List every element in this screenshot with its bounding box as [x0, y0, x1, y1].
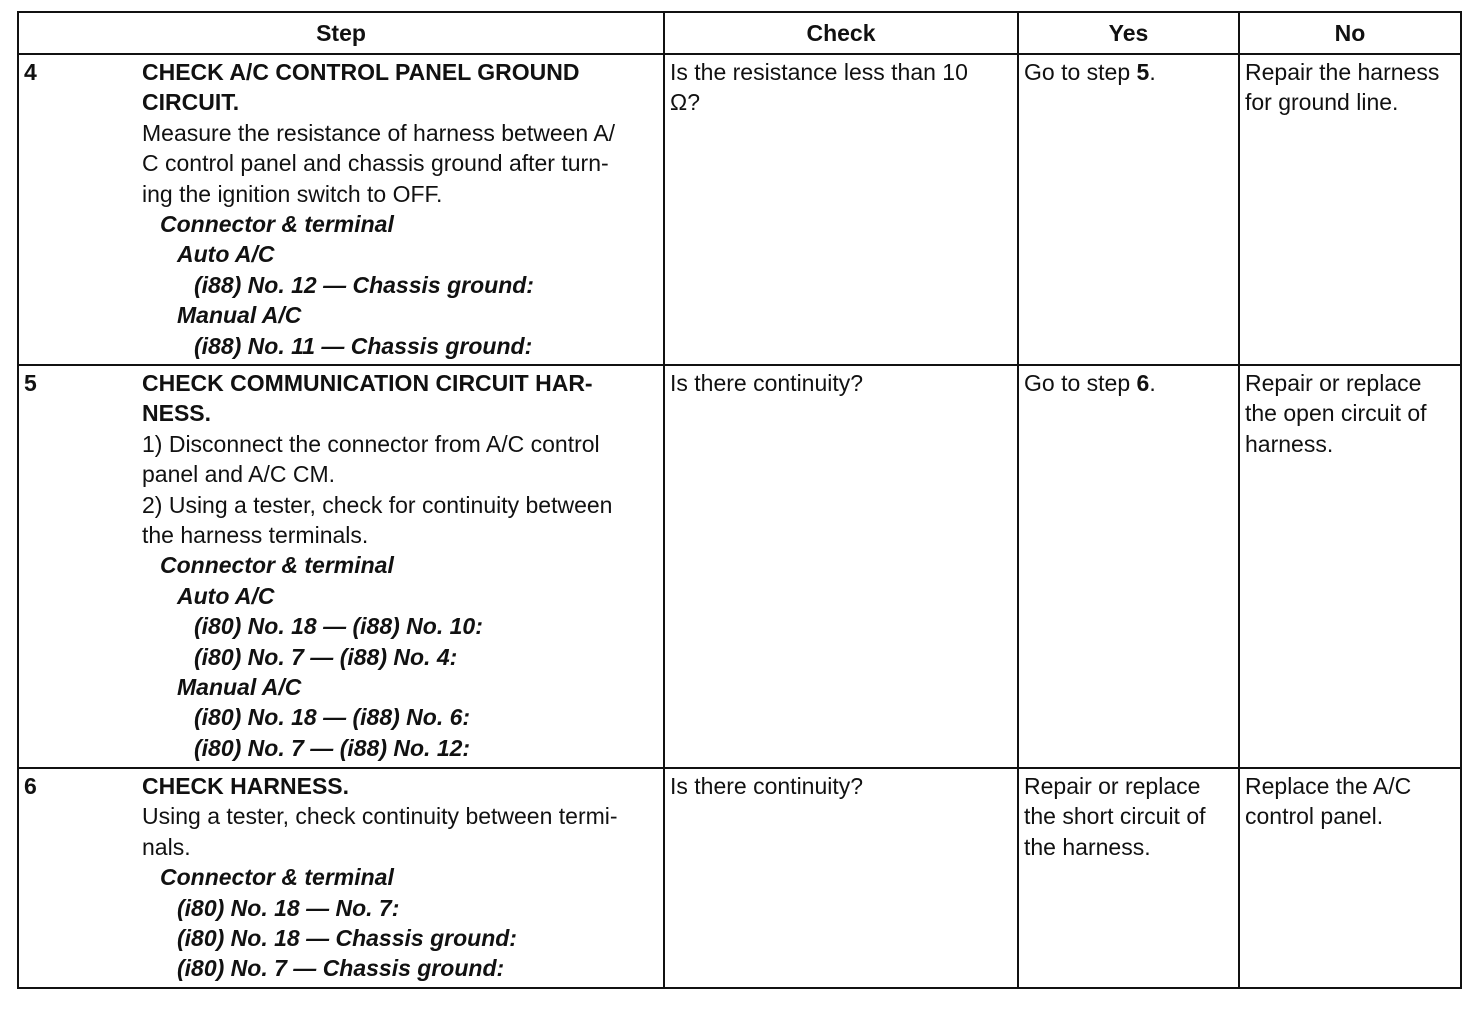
- description-line: panel and A/C CM.: [142, 461, 336, 488]
- table-row: [18, 365, 1461, 768]
- description-line: Measure the resistance of harness between A/: [142, 119, 616, 146]
- step-title-line: CHECK COMMUNICATION CIRCUIT HAR-: [142, 370, 593, 396]
- description-line: C control panel and chassis ground after turn-: [142, 150, 609, 177]
- connector-heading: Connector & terminal: [160, 864, 394, 891]
- terminal-pair: (i80) No. 18 — No. 7:: [177, 894, 400, 921]
- step-number: 6: [24, 773, 37, 799]
- description-line: 1) Disconnect the connector from A/C control: [142, 430, 600, 457]
- terminal-pair: (i88) No. 11 — Chassis ground:: [194, 332, 533, 359]
- terminal-pair: (i80) No. 7 — (i88) No. 4:: [194, 643, 458, 670]
- step-title-line: CIRCUIT.: [142, 89, 240, 116]
- description-line: nals.: [142, 833, 191, 860]
- table-row: [18, 768, 1461, 988]
- no-line: Replace the A/C: [1245, 773, 1412, 799]
- yes-cell: [1018, 768, 1239, 988]
- manual-ac-label: Manual A/C: [177, 302, 302, 329]
- step-number: 5: [24, 370, 37, 396]
- yes-line: the short circuit of: [1024, 803, 1206, 830]
- check-cell: [664, 54, 1018, 365]
- table-row: [18, 54, 1461, 365]
- check-line: Ω?: [670, 89, 700, 116]
- step-number: 4: [24, 59, 37, 85]
- no-cell: [1239, 768, 1461, 988]
- check-line: Is the resistance less than 10: [670, 59, 968, 85]
- yes-text-suffix: .: [1149, 59, 1156, 85]
- step-description: [142, 118, 654, 209]
- description-line: the harness terminals.: [142, 522, 369, 549]
- step-cell: [18, 54, 664, 365]
- terminal-pair: (i88) No. 12 — Chassis ground:: [194, 271, 534, 298]
- step-cell: [18, 768, 664, 988]
- step-description: [142, 429, 654, 551]
- step-title: [142, 368, 654, 429]
- yes-step-ref: 5: [1136, 59, 1150, 85]
- yes-line: Repair or replace: [1024, 773, 1201, 799]
- no-line: Repair or replace: [1245, 370, 1422, 396]
- step-title: [142, 57, 654, 118]
- connector-heading: Connector & terminal: [160, 552, 394, 579]
- header-check: Check: [664, 12, 1018, 54]
- yes-line: the harness.: [1024, 833, 1151, 860]
- header-step: Step: [18, 12, 664, 54]
- step-title-line: CHECK A/C CONTROL PANEL GROUND: [142, 59, 580, 85]
- no-line: the open circuit of: [1245, 400, 1427, 427]
- yes-text-suffix: .: [1149, 370, 1156, 396]
- step-body: [142, 368, 654, 763]
- yes-cell: [1018, 365, 1239, 768]
- table-header-row: [18, 12, 1461, 54]
- terminal-pair: (i80) No. 7 — (i88) No. 12:: [194, 734, 471, 761]
- yes-cell: [1018, 54, 1239, 365]
- no-line: control panel.: [1245, 803, 1384, 830]
- terminal-pair: (i80) No. 18 — (i88) No. 10:: [194, 613, 483, 640]
- step-description: [142, 801, 654, 862]
- header-yes: Yes: [1018, 12, 1239, 54]
- manual-ac-label: Manual A/C: [177, 674, 302, 701]
- step-title-line: NESS.: [142, 400, 212, 427]
- yes-text: Go to step: [1024, 370, 1137, 396]
- step-body: [142, 57, 654, 361]
- terminal-pair: (i80) No. 18 — Chassis ground:: [177, 925, 517, 952]
- description-line: Using a tester, check continuity between termi-: [142, 803, 618, 830]
- terminal-pair: (i80) No. 7 — Chassis ground:: [177, 955, 505, 982]
- step-cell: [18, 365, 664, 768]
- no-line: for ground line.: [1245, 89, 1399, 116]
- step-body: [142, 771, 654, 984]
- terminal-pair: (i80) No. 18 — (i88) No. 6:: [194, 704, 471, 731]
- no-line: Repair the harness: [1245, 59, 1440, 85]
- auto-ac-label: Auto A/C: [177, 582, 275, 609]
- description-line: ing the ignition switch to OFF.: [142, 180, 443, 207]
- diagnostic-table: [17, 11, 1462, 989]
- header-no: No: [1239, 12, 1461, 54]
- description-line: 2) Using a tester, check for continuity between: [142, 491, 613, 518]
- yes-text: Go to step: [1024, 59, 1137, 85]
- step-title: CHECK HARNESS.: [142, 773, 350, 799]
- check-cell: Is there continuity?: [664, 768, 1018, 988]
- no-cell: [1239, 54, 1461, 365]
- no-line: harness.: [1245, 430, 1334, 457]
- check-cell: Is there continuity?: [664, 365, 1018, 768]
- yes-step-ref: 6: [1136, 370, 1150, 396]
- no-cell: [1239, 365, 1461, 768]
- auto-ac-label: Auto A/C: [177, 241, 275, 268]
- connector-heading: Connector & terminal: [160, 211, 394, 238]
